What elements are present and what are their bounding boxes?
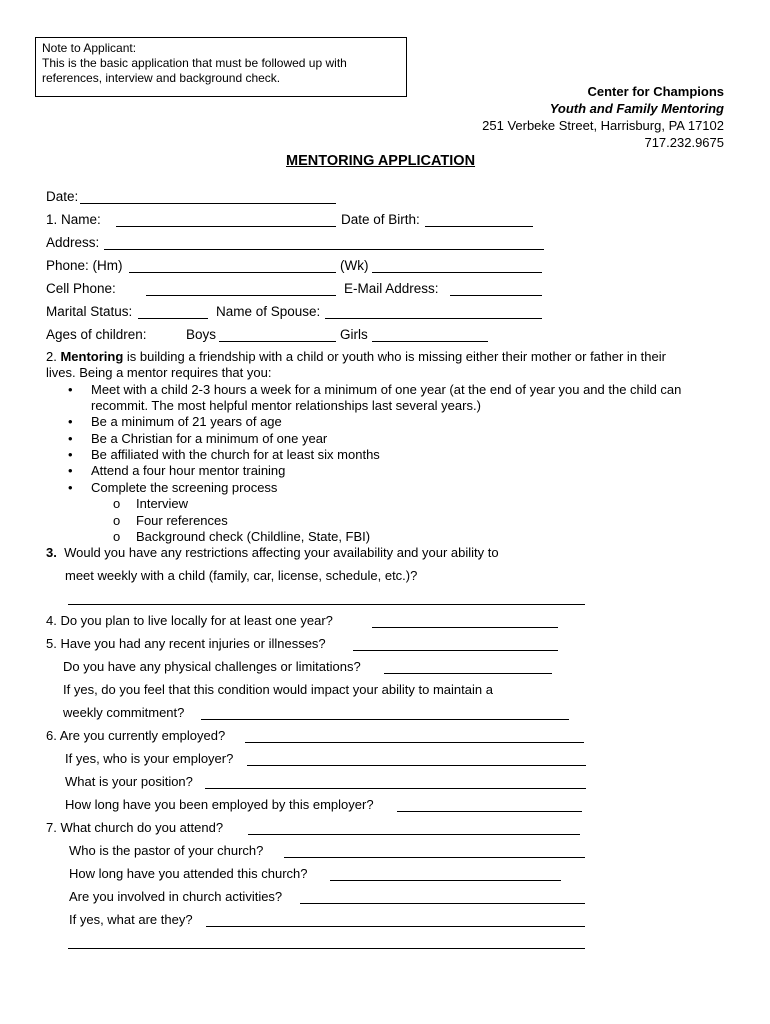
marital-status-field[interactable]: [138, 318, 208, 319]
requirement-4: Be affiliated with the church for at least six months: [91, 447, 380, 462]
mentoring-description-line-1: [46, 349, 666, 365]
boys-label: Boys: [186, 327, 217, 342]
org-address: 251 Verbeke Street, Harrisburg, PA 17102: [482, 118, 724, 133]
screening-background-check: Background check (Childline, State, FBI): [136, 529, 371, 544]
question-5d: weekly commitment?: [63, 705, 185, 720]
question-7c-answer-field[interactable]: [330, 880, 561, 881]
question-3-answer-field[interactable]: [68, 604, 585, 605]
question-5b-answer-field[interactable]: [384, 673, 552, 674]
question-7d: Are you involved in church activities?: [69, 889, 283, 904]
spouse-name-field[interactable]: [325, 318, 542, 319]
question-6b-answer-field[interactable]: [247, 765, 586, 766]
date-label: Date:: [46, 189, 79, 204]
question-7e-answer-field-2[interactable]: [68, 948, 585, 949]
requirement-2: Be a minimum of 21 years of age: [91, 414, 282, 429]
sub-bullet-marker: o: [113, 496, 121, 511]
note-line-2: references, interview and background check.: [42, 71, 281, 85]
email-field[interactable]: [450, 295, 542, 296]
question-6a-answer-field[interactable]: [245, 742, 584, 743]
phone-work-field[interactable]: [372, 272, 542, 273]
org-name: Center for Champions: [587, 84, 724, 99]
date-field[interactable]: [80, 203, 336, 204]
mentoring-description-line-2: lives. Being a mentor requires that you:: [46, 365, 272, 380]
sub-bullet-marker: o: [113, 513, 121, 528]
cell-phone-label: Cell Phone:: [46, 281, 116, 296]
question-5c: If yes, do you feel that this condition would impact your ability to maintain a: [63, 682, 493, 697]
org-phone: 717.232.9675: [644, 135, 724, 150]
question-7b: Who is the pastor of your church?: [69, 843, 264, 858]
boys-field[interactable]: [219, 341, 336, 342]
spouse-name-label: Name of Spouse:: [216, 304, 321, 319]
address-label: Address:: [46, 235, 100, 250]
bullet-marker: •: [68, 447, 73, 462]
bullet-marker: •: [68, 463, 73, 478]
ages-of-children-label: Ages of children:: [46, 327, 147, 342]
question-5b: Do you have any physical challenges or limitations?: [63, 659, 361, 674]
question-7e: If yes, what are they?: [69, 912, 193, 927]
mentoring-term: Mentoring: [60, 349, 124, 364]
dob-field[interactable]: [425, 226, 533, 227]
name-label: 1. Name:: [46, 212, 101, 227]
girls-label: Girls: [340, 327, 368, 342]
question-5a-answer-field[interactable]: [353, 650, 558, 651]
question-7c: How long have you attended this church?: [69, 866, 308, 881]
question-3-number: 3.: [46, 545, 57, 560]
bullet-marker: •: [68, 480, 73, 495]
question-7d-answer-field[interactable]: [300, 903, 585, 904]
name-field[interactable]: [116, 226, 336, 227]
mentoring-text-1: is building a friendship with a child or youth who is missing either their mother or father in their: [123, 349, 666, 364]
requirement-3: Be a Christian for a minimum of one year: [91, 431, 328, 446]
requirement-5: Attend a four hour mentor training: [91, 463, 286, 478]
question-7e-answer-field[interactable]: [206, 926, 585, 927]
question-6d-answer-field[interactable]: [397, 811, 582, 812]
phone-home-label: Phone: (Hm): [46, 258, 123, 273]
note-to-applicant-box: [35, 37, 407, 97]
requirement-1: Meet with a child 2-3 hours a week for a minimum of one year (at the end of year you and the child can: [91, 382, 682, 397]
question-6d: How long have you been employed by this employer?: [65, 797, 374, 812]
note-heading: Note to Applicant:: [42, 41, 137, 55]
address-field[interactable]: [104, 249, 544, 250]
email-label: E-Mail Address:: [344, 281, 439, 296]
question-3-line-1: [46, 545, 499, 561]
marital-status-label: Marital Status:: [46, 304, 133, 319]
girls-field[interactable]: [372, 341, 488, 342]
question-7a: 7. What church do you attend?: [46, 820, 224, 835]
requirement-1-continued: recommit. The most helpful mentor relationships last several years.): [91, 398, 481, 413]
question-5a: 5. Have you had any recent injuries or illnesses?: [46, 636, 326, 651]
bullet-marker: •: [68, 414, 73, 429]
question-6a: 6. Are you currently employed?: [46, 728, 226, 743]
question-6b: If yes, who is your employer?: [65, 751, 234, 766]
dob-label: Date of Birth:: [341, 212, 420, 227]
question-3-line-2: meet weekly with a child (family, car, license, schedule, etc.)?: [65, 568, 418, 583]
question-4: 4. Do you plan to live locally for at least one year?: [46, 613, 333, 628]
question-3-text: Would you have any restrictions affecting your availability and your ability to: [64, 545, 499, 560]
bullet-marker: •: [68, 382, 73, 397]
note-line-1: This is the basic application that must be followed up with: [42, 56, 347, 70]
question-4-answer-field[interactable]: [372, 627, 558, 628]
screening-interview: Interview: [136, 496, 189, 511]
sub-bullet-marker: o: [113, 529, 121, 544]
organization-header: [482, 83, 724, 151]
screening-references: Four references: [136, 513, 228, 528]
question-6c: What is your position?: [65, 774, 193, 789]
requirement-6: Complete the screening process: [91, 480, 278, 495]
org-program: Youth and Family Mentoring: [549, 101, 724, 116]
question-7a-answer-field[interactable]: [248, 834, 580, 835]
phone-work-label: (Wk): [340, 258, 369, 273]
question-5d-answer-field[interactable]: [201, 719, 569, 720]
phone-home-field[interactable]: [129, 272, 336, 273]
cell-phone-field[interactable]: [146, 295, 336, 296]
question-6c-answer-field[interactable]: [205, 788, 586, 789]
page-title: MENTORING APPLICATION: [286, 153, 476, 169]
section-2-number: 2.: [46, 349, 61, 364]
bullet-marker: •: [68, 431, 73, 446]
question-7b-answer-field[interactable]: [284, 857, 585, 858]
